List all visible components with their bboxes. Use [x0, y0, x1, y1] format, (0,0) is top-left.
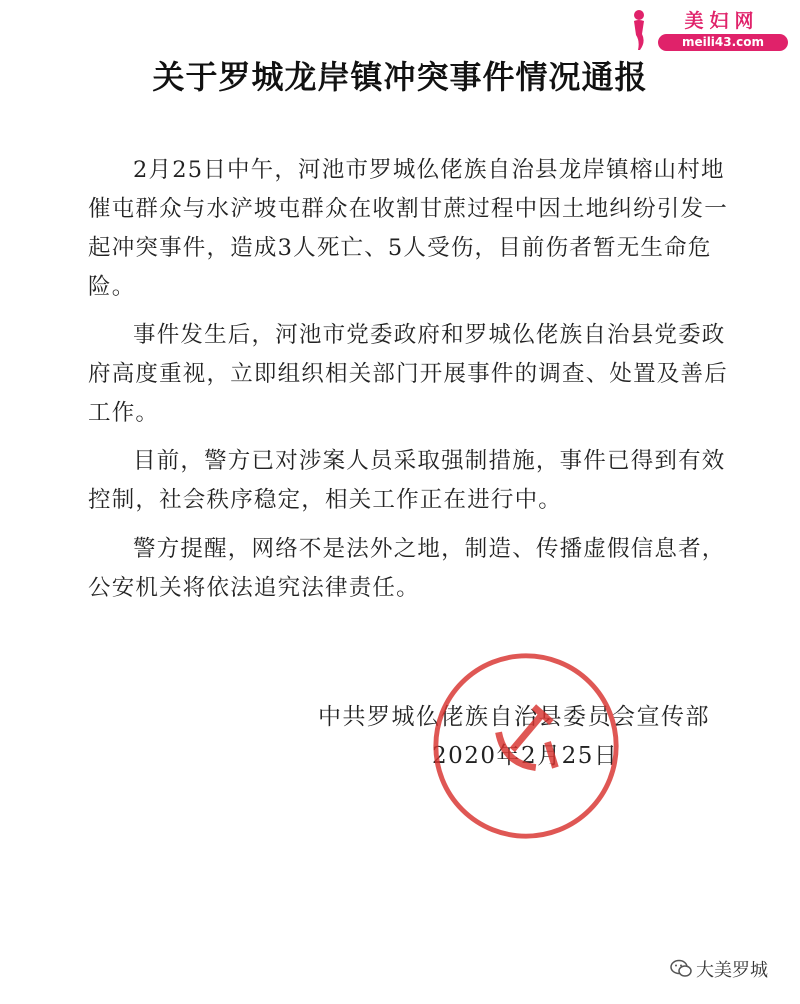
party-emblem-icon — [499, 707, 556, 768]
account-name: 大美罗城 — [696, 960, 768, 981]
watermark-url: meili43.com — [658, 34, 788, 51]
watermark — [628, 6, 796, 56]
document-title: 关于罗城龙岸镇冲突事件情况通报 — [152, 58, 648, 96]
paragraph: 目前，警方已对涉案人员采取强制措施，事件已得到有效控制，社会秩序稳定，相关工作正在进行中。 — [88, 448, 726, 513]
official-seal — [428, 648, 624, 844]
signature-organization: 中共罗城仫佬族自治县委员会宣传部 — [318, 704, 710, 730]
wechat-icon — [670, 959, 692, 979]
figure-logo-icon — [628, 8, 650, 52]
paragraph: 警方提醒，网络不是法外之地，制造、传播虚假信息者，公安机关将依法追究法律责任。 — [88, 536, 726, 601]
paragraph: 事件发生后，河池市党委政府和罗城仫佬族自治县党委政府高度重视，立即组织相关部门开展事件的调查、处置及善后工作。 — [88, 322, 728, 426]
watermark-name: 美妇网 — [684, 10, 760, 32]
account-watermark — [670, 956, 798, 982]
paragraph: 2月25日中午，河池市罗城仫佬族自治县龙岸镇榕山村地催屯群众与水浐坡屯群众在收割甘蔗过程中因土地纠纷引发一起冲突事件，造成3人死亡、5人受伤，目前伤者暂无生命危险。 — [88, 157, 728, 300]
signature-date: 2020年2月25日 — [432, 743, 619, 769]
